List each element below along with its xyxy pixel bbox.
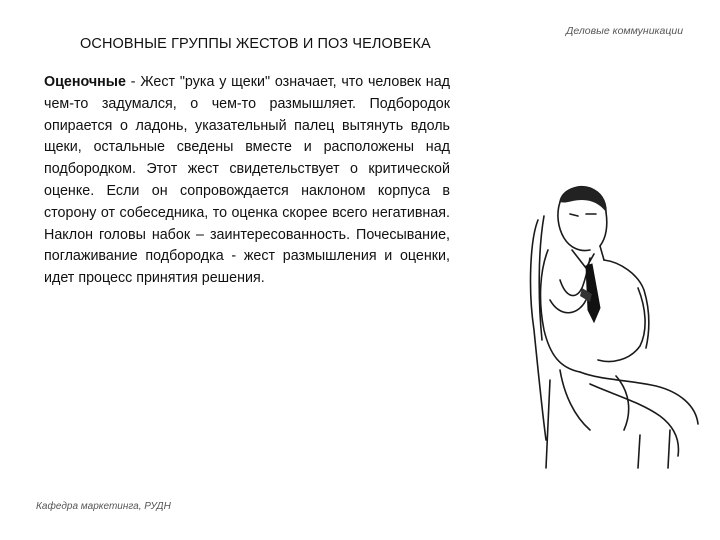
slide-title: ОСНОВНЫЕ ГРУППЫ ЖЕСТОВ И ПОЗ ЧЕЛОВЕКА (80, 36, 431, 52)
header-note: Деловые коммуникации (566, 25, 684, 37)
body-paragraph (44, 72, 450, 290)
footer-note: Кафедра маркетинга, РУДН (36, 501, 171, 512)
term-label: Оценочные (44, 74, 126, 90)
body-text: - Жест "рука у щеки" означает, что человек над чем-то задумался, о чем-то размышляет. Подбородок опирается о ладонь, указательный палец вытянуть вдоль щеки, остальные сведены вместе и расположены над подбородком. Этот жест свидетельствует о критической оценке. Если он сопровождается наклоном корпуса в сторону от собеседника, то оценка скорее всего негативная. Наклон головы набок – заинтересованность. Почесывание, поглаживание подбородка - жест размышления и оценки, идет процесс принятия решения. (44, 74, 450, 287)
thinking-man-illustration (520, 180, 710, 470)
